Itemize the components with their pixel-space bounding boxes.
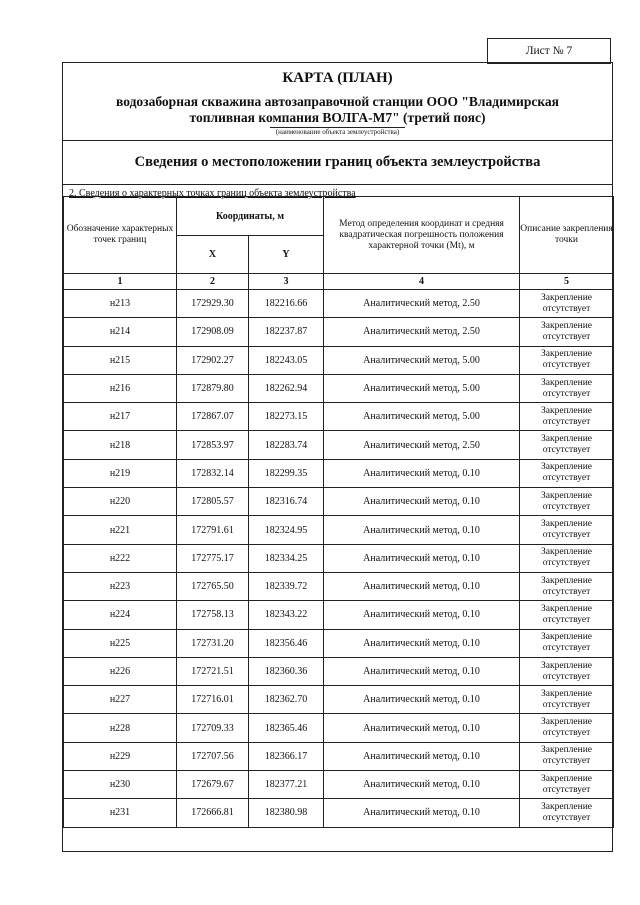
- coord-x-cell: 172929.30: [177, 290, 249, 318]
- table-row: [64, 572, 614, 600]
- coord-x-cell: 172709.33: [177, 714, 249, 742]
- coord-y-cell: 182360.36: [249, 657, 324, 685]
- coord-x-cell: 172867.07: [177, 403, 249, 431]
- coord-y-cell: 182380.98: [249, 799, 324, 827]
- point-id-cell: н216: [64, 374, 177, 402]
- coord-x-cell: 172805.57: [177, 488, 249, 516]
- coord-y-cell: 182324.95: [249, 516, 324, 544]
- description-cell: Закрепление отсутствует: [520, 346, 614, 374]
- header-method: Метод определения координат и средняя квадратическая погрешность положения характерной точки (Mt), м: [324, 197, 520, 274]
- point-id-cell: н230: [64, 771, 177, 799]
- coord-y-cell: 182377.21: [249, 771, 324, 799]
- point-id-cell: н218: [64, 431, 177, 459]
- description-cell: Закрепление отсутствует: [520, 290, 614, 318]
- table-row: [64, 488, 614, 516]
- table-row: [64, 799, 614, 827]
- method-cell: Аналитический метод, 2.50: [324, 290, 520, 318]
- object-name-caption-text: (наименование объекта землеустройства): [270, 127, 405, 136]
- header-y: Y: [249, 236, 324, 274]
- point-id-cell: н215: [64, 346, 177, 374]
- method-cell: Аналитический метод, 0.10: [324, 686, 520, 714]
- table-row: [64, 431, 614, 459]
- coord-y-cell: 182366.17: [249, 742, 324, 770]
- section-title: Сведения о местоположении границ объекта землеустройства: [63, 141, 612, 185]
- method-cell: Аналитический метод, 5.00: [324, 374, 520, 402]
- column-number-2: 2: [177, 274, 249, 290]
- points-table: [63, 196, 614, 828]
- coord-x-cell: 172666.81: [177, 799, 249, 827]
- method-cell: Аналитический метод, 0.10: [324, 714, 520, 742]
- description-cell: Закрепление отсутствует: [520, 657, 614, 685]
- description-cell: Закрепление отсутствует: [520, 686, 614, 714]
- point-id-cell: н226: [64, 657, 177, 685]
- header-description: Описание закрепления точки: [520, 197, 614, 274]
- point-id-cell: н231: [64, 799, 177, 827]
- coord-y-cell: 182343.22: [249, 601, 324, 629]
- object-name: [63, 94, 612, 126]
- description-cell: Закрепление отсутствует: [520, 799, 614, 827]
- point-id-cell: н227: [64, 686, 177, 714]
- table-row: [64, 544, 614, 572]
- document-title: КАРТА (ПЛАН): [282, 70, 393, 86]
- coord-x-cell: 172707.56: [177, 742, 249, 770]
- description-cell: Закрепление отсутствует: [520, 488, 614, 516]
- method-cell: Аналитический метод, 0.10: [324, 544, 520, 572]
- coord-x-cell: 172765.50: [177, 572, 249, 600]
- header-point: Обозначение характерных точек границ: [64, 197, 177, 274]
- coord-x-cell: 172721.51: [177, 657, 249, 685]
- method-cell: Аналитический метод, 0.10: [324, 601, 520, 629]
- table-row: [64, 290, 614, 318]
- method-cell: Аналитический метод, 0.10: [324, 799, 520, 827]
- table-row: [64, 686, 614, 714]
- column-number-1: 1: [64, 274, 177, 290]
- method-cell: Аналитический метод, 0.10: [324, 488, 520, 516]
- coord-y-cell: 182316.74: [249, 488, 324, 516]
- coord-x-cell: 172716.01: [177, 686, 249, 714]
- coord-y-cell: 182334.25: [249, 544, 324, 572]
- table-row: [64, 714, 614, 742]
- description-cell: Закрепление отсутствует: [520, 601, 614, 629]
- point-id-cell: н214: [64, 318, 177, 346]
- point-id-cell: н213: [64, 290, 177, 318]
- method-cell: Аналитический метод, 0.10: [324, 572, 520, 600]
- description-cell: Закрепление отсутствует: [520, 431, 614, 459]
- sheet-number: Лист № 7: [487, 38, 611, 64]
- table-row: [64, 318, 614, 346]
- object-name-line-2: топливная компания ВОЛГА-М7" (третий пояс): [189, 110, 486, 125]
- coord-y-cell: 182283.74: [249, 431, 324, 459]
- point-id-cell: н225: [64, 629, 177, 657]
- description-cell: Закрепление отсутствует: [520, 544, 614, 572]
- coord-x-cell: 172879.80: [177, 374, 249, 402]
- coord-y-cell: 182243.05: [249, 346, 324, 374]
- coord-x-cell: 172853.97: [177, 431, 249, 459]
- method-cell: Аналитический метод, 0.10: [324, 742, 520, 770]
- coord-x-cell: 172679.67: [177, 771, 249, 799]
- header-coordinates: Координаты, м: [177, 197, 324, 236]
- table-row: [64, 657, 614, 685]
- coord-x-cell: 172775.17: [177, 544, 249, 572]
- point-id-cell: н229: [64, 742, 177, 770]
- subsection-title: 2. Сведения о характерных точках границ объекта землеустройства: [69, 188, 356, 199]
- coord-y-cell: 182339.72: [249, 572, 324, 600]
- object-name-line-1: водозаборная скважина автозаправочной станции ООО "Владимирская: [116, 94, 559, 109]
- points-table-header: [64, 197, 614, 290]
- description-cell: Закрепление отсутствует: [520, 771, 614, 799]
- description-cell: Закрепление отсутствует: [520, 572, 614, 600]
- method-cell: Аналитический метод, 0.10: [324, 459, 520, 487]
- table-row: [64, 742, 614, 770]
- coord-y-cell: 182365.46: [249, 714, 324, 742]
- point-id-cell: н223: [64, 572, 177, 600]
- table-row: [64, 771, 614, 799]
- table-row: [64, 459, 614, 487]
- description-cell: Закрепление отсутствует: [520, 629, 614, 657]
- table-row: [64, 346, 614, 374]
- description-cell: Закрепление отсутствует: [520, 516, 614, 544]
- coord-y-cell: 182299.35: [249, 459, 324, 487]
- description-cell: Закрепление отсутствует: [520, 714, 614, 742]
- table-row: [64, 374, 614, 402]
- document-header: [63, 63, 612, 141]
- coord-x-cell: 172731.20: [177, 629, 249, 657]
- table-row: [64, 601, 614, 629]
- description-cell: Закрепление отсутствует: [520, 318, 614, 346]
- coord-x-cell: 172758.13: [177, 601, 249, 629]
- column-number-5: 5: [520, 274, 614, 290]
- coord-y-cell: 182273.15: [249, 403, 324, 431]
- coord-y-cell: 182237.87: [249, 318, 324, 346]
- method-cell: Аналитический метод, 2.50: [324, 431, 520, 459]
- column-number-4: 4: [324, 274, 520, 290]
- point-id-cell: н224: [64, 601, 177, 629]
- column-number-3: 3: [249, 274, 324, 290]
- coord-x-cell: 172908.09: [177, 318, 249, 346]
- coord-y-cell: 182216.66: [249, 290, 324, 318]
- method-cell: Аналитический метод, 0.10: [324, 657, 520, 685]
- method-cell: Аналитический метод, 2.50: [324, 318, 520, 346]
- description-cell: Закрепление отсутствует: [520, 374, 614, 402]
- table-row: [64, 629, 614, 657]
- method-cell: Аналитический метод, 5.00: [324, 346, 520, 374]
- description-cell: Закрепление отсутствует: [520, 403, 614, 431]
- coord-x-cell: 172832.14: [177, 459, 249, 487]
- coord-y-cell: 182356.46: [249, 629, 324, 657]
- coord-y-cell: 182262.94: [249, 374, 324, 402]
- header-x: X: [177, 236, 249, 274]
- points-table-body: [64, 290, 614, 828]
- point-id-cell: н220: [64, 488, 177, 516]
- object-name-caption: [63, 128, 612, 136]
- point-id-cell: н228: [64, 714, 177, 742]
- point-id-cell: н222: [64, 544, 177, 572]
- point-id-cell: н221: [64, 516, 177, 544]
- description-cell: Закрепление отсутствует: [520, 459, 614, 487]
- coord-y-cell: 182362.70: [249, 686, 324, 714]
- method-cell: Аналитический метод, 0.10: [324, 629, 520, 657]
- point-id-cell: н217: [64, 403, 177, 431]
- coord-x-cell: 172902.27: [177, 346, 249, 374]
- point-id-cell: н219: [64, 459, 177, 487]
- method-cell: Аналитический метод, 5.00: [324, 403, 520, 431]
- coord-x-cell: 172791.61: [177, 516, 249, 544]
- table-row: [64, 403, 614, 431]
- method-cell: Аналитический метод, 0.10: [324, 771, 520, 799]
- table-row: [64, 516, 614, 544]
- document-frame: [62, 62, 613, 852]
- method-cell: Аналитический метод, 0.10: [324, 516, 520, 544]
- description-cell: Закрепление отсутствует: [520, 742, 614, 770]
